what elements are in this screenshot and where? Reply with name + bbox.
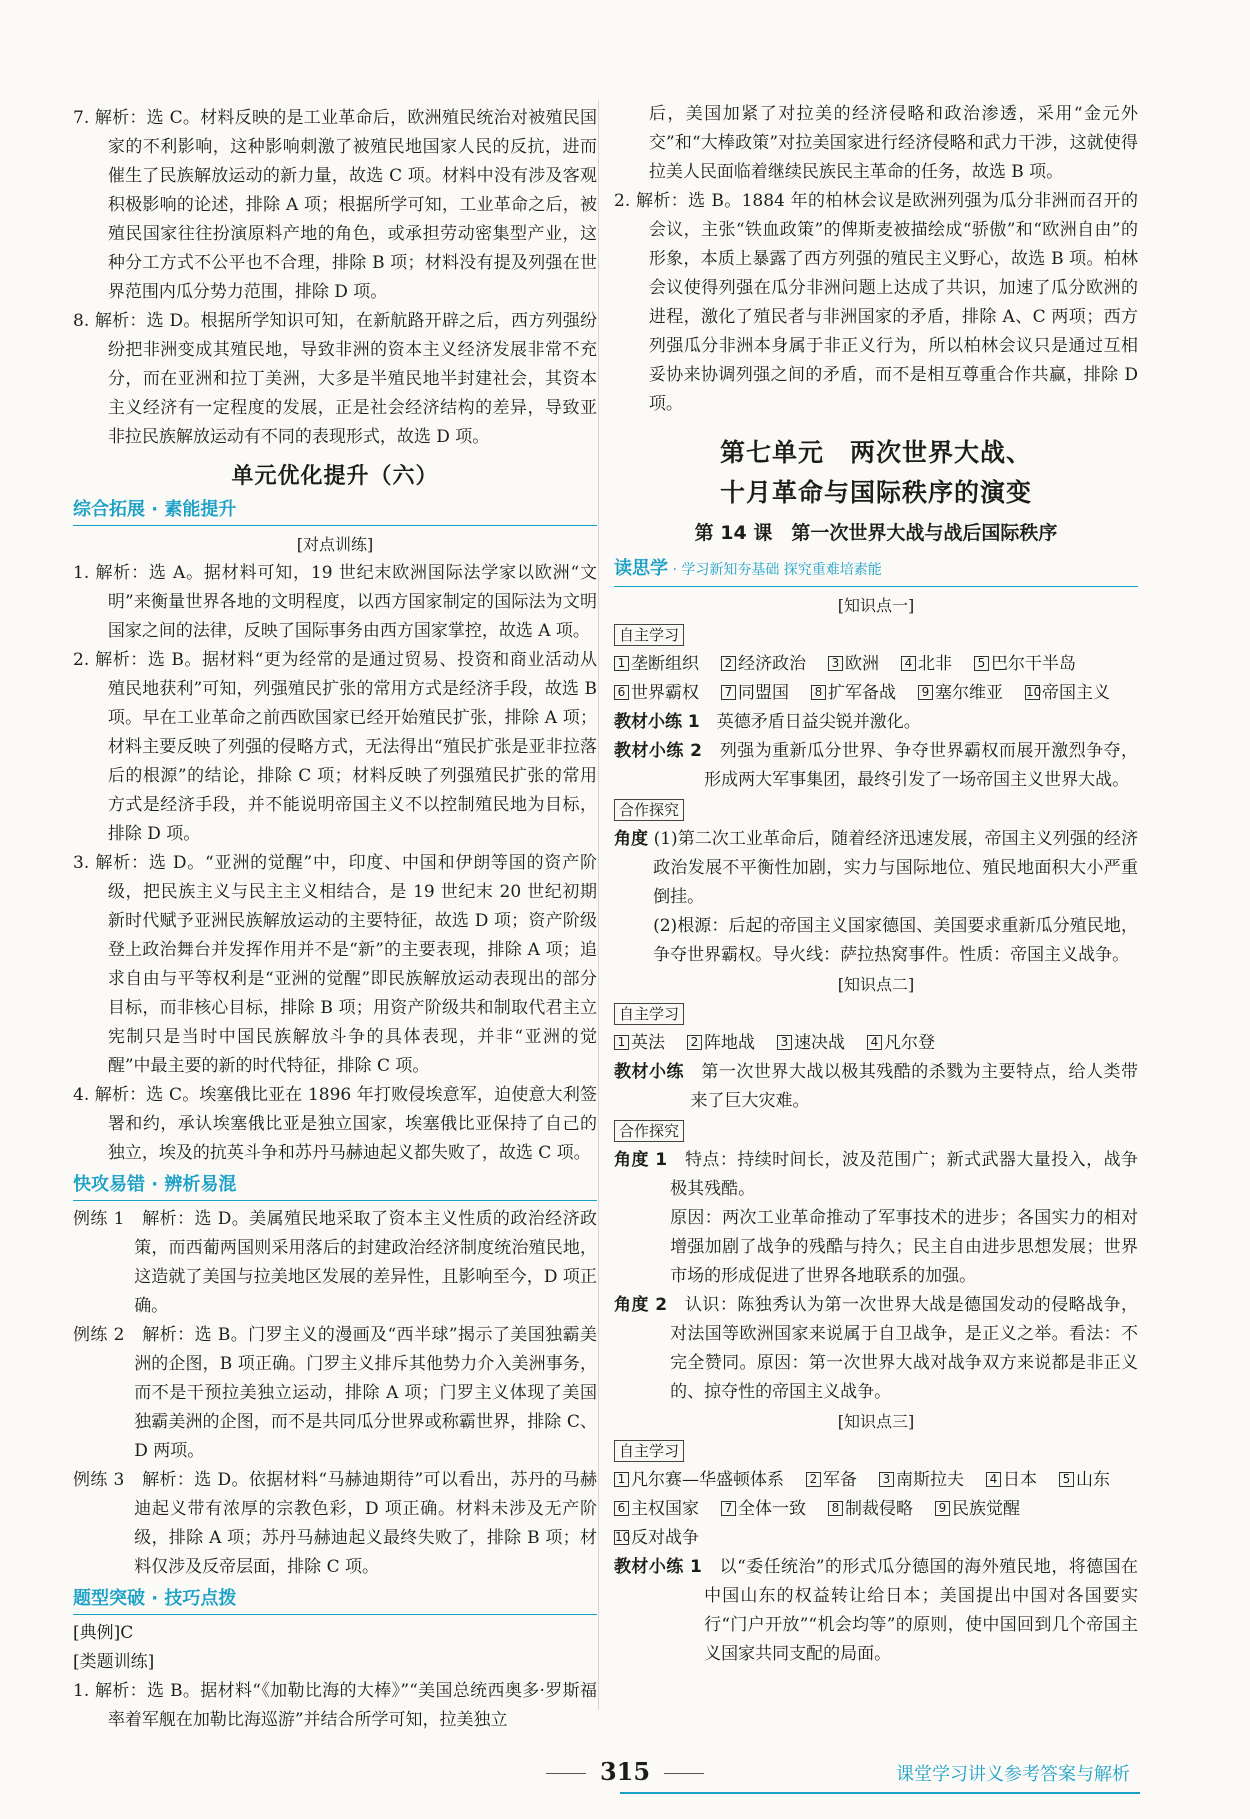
kp1-item: 4 北非 [901, 650, 952, 679]
lesson-title: 第 14 课 第一次世界大战与战后国际秩序 [694, 522, 1058, 544]
drill-answer-4: 4. 解析：选 C。埃塞俄比亚在 1896 年打败侵埃意军，迫使意大利签署和约，承认埃塞俄比亚是独立国家，埃塞俄比亚保持了自己的独立，埃及的抗英斗争和苏丹马赫迪起义都失败了，故选 C 项。 [73, 1085, 597, 1163]
column-divider [598, 100, 599, 1710]
kp3-item: 4 日本 [986, 1466, 1037, 1495]
kp3-item: 8 制裁侵略 [828, 1495, 913, 1524]
kp1-item: 10帝国主义 [1026, 683, 1110, 703]
similar-training-label: [类题训练] [73, 1652, 155, 1672]
drill-answer-2: 2. 解析：选 B。据材料“更为经常的是通过贸易、投资和商业活动从殖民地获利”可知，列强殖民扩张的常用方式是经济手段，故选 B 项。早在工业革命之前西欧国家已经开始殖民扩张，排除 A 项；材料主要反映了列强的侵略方式，无法得出“殖民扩张是亚非拉落后的根源”的结论，排除 C 项；材料反映了列强殖民扩张的常用方式是经济手段，并不能说明帝国主义不以控制殖民地为目标，排除 D 项。 [73, 650, 597, 844]
kp1-item: 3 欧洲 [828, 650, 879, 679]
left-column [73, 104, 597, 1735]
kp1-item: 2 经济政治 [721, 650, 806, 679]
kp3-item: 9 民族觉醒 [935, 1495, 1020, 1524]
kp3-item: 3 南斯拉夫 [879, 1466, 964, 1495]
section-heading-expand: 综合拓展 · 素能提升 [73, 495, 597, 526]
answer-7: 7. 解析：选 C。材料反映的是工业革命后，欧洲殖民统治对被殖民国家的不利影响，这种影响刺激了被殖民地国家人民的反抗，进而催生了民族解放运动的新力量，故选 C 项。材料中没有涉及客观积极影响的论述，排除 A 项；根据所学可知，工业革命之后，被殖民国家往往扮演原料产地的角色，或承担劳动密集型产业，这种分工方式不公平也不合理，排除 B 项；材料没有提及列强在世界范围内瓜分势力范围，排除 D 项。 [73, 108, 597, 302]
cooperation-label-1: 合作探究 [614, 799, 684, 821]
unit-title-line-2: 十月革命与国际秩序的演变 [719, 478, 1032, 507]
kp1-item: 6 世界霸权 [614, 679, 699, 708]
kp2-item: 1 英法 [614, 1029, 665, 1058]
read-think-subtitle: · 学习新知夯基础 探究重难培素能 [668, 562, 882, 578]
section-heading-read-think [614, 554, 1138, 587]
kp3-item: 10反对战争 [615, 1528, 699, 1548]
kp1-item: 5 巴尔干半岛 [974, 650, 1076, 679]
unit-seven-title [614, 433, 1138, 513]
knowledge-point-2: [知识点二] [837, 975, 915, 994]
knowledge-point-3: [知识点三] [837, 1412, 915, 1431]
kp3-item: 5 山东 [1059, 1466, 1110, 1495]
answer-8: 8. 解析：选 D。根据所学知识可知，在新航路开辟之后，西方列强纷纷把非洲变成其殖民地，导致非洲的资本主义经济发展非常不充分，而在亚洲和拉丁美洲，大多是半殖民地半封建社会，其资本主义经济有一定程度的发展，正是社会经济结构的差异，导致亚非拉民族解放运动有不同的表现形式，故选 D 项。 [73, 311, 597, 447]
example-2: 例练 2 解析：选 B。门罗主义的漫画及“西半球”揭示了美国独霸美洲的企图，B 项正确。门罗主义排斥其他势力介入美洲事务，而不是干预拉美独立运动，排除 A 项；门罗主义体现了美国独霸美洲的企图，而不是共同瓜分世界或称霸世界，排除 C、D 两项。 [73, 1325, 597, 1461]
page-number: 315 [0, 1757, 1250, 1786]
self-study-label-1: 自主学习 [614, 624, 684, 646]
drill-answer-1: 1. 解析：选 A。据材料可知，19 世纪末欧洲国际法学家以欧洲“文明”来衡量世界各地的文明程度，以西方国家制定的国际法为文明国家之间的法律，反映了国际事务由西方国家掌控，故选 A 项。 [73, 563, 597, 641]
drill-label: [对点训练] [296, 535, 374, 554]
unit-heading: 单元优化提升（六） [231, 464, 439, 489]
kp1-item: 1 垄断组织 [614, 650, 699, 679]
kp1-item: 8 扩军备战 [811, 679, 896, 708]
cooperation-label-2: 合作探究 [614, 1120, 684, 1142]
footer-title: 课堂学习讲义参考答案与解析 [896, 1764, 1130, 1785]
kp2-angle-2: 角度 2 认识：陈独秀认为第一次世界大战是德国发动的侵略战争，对法国等欧洲国家来说属于自卫战争，是正义之举。看法：不完全赞同。原因：第一次世界大战对战争双方来说都是非正义的、掠夺性的帝国主义战争。 [614, 1295, 1139, 1402]
knowledge-point-1: [知识点一] [837, 596, 915, 615]
self-study-label-2: 自主学习 [614, 1003, 684, 1025]
kp2-practice: 教材小练 第一次世界大战以极其残酷的杀戮为主要特点，给人类带来了巨大灾难。 [614, 1062, 1139, 1111]
example-1: 例练 1 解析：选 D。美属殖民地采取了资本主义性质的政治经济政策，而西葡两国则采用落后的封建政治经济制度统治殖民地，这造就了美国与拉美地区发展的差异性，且影响至今，D 项正确。 [73, 1209, 597, 1316]
kp2-angle-1: 角度 1 特点：持续时间长，波及范围广；新式武器大量投入，战争极其残酷。 [614, 1150, 1139, 1199]
typical-example-label: [典例] [73, 1623, 121, 1643]
kp3-practice: 教材小练 1 以“委任统治”的形式瓜分德国的海外殖民地，将德国在中国山东的权益转让给日本；美国提出中国对各国要实行“门户开放”“机会均等”的原则，使中国回到几个帝国主义国家共同支配的局面。 [614, 1557, 1139, 1664]
kp3-item: 1 凡尔赛—华盛顿体系 [614, 1466, 784, 1495]
answer-continued: 后，美国加紧了对拉美的经济侵略和政治渗透，采用“金元外交”和“大棒政策”对拉美国家进行经济侵略和武力干涉，这就使得拉美人民面临着继续民族民主革命的任务，故选 B 项。 [648, 104, 1138, 182]
kp1-practice-1: 教材小练 1 英德矛盾日益尖锐并激化。 [614, 712, 921, 732]
kp3-answers [614, 1466, 1138, 1553]
kp1-practice-2: 教材小练 2 列强为重新瓜分世界、争夺世界霸权而展开激烈争夺，形成两大军事集团，最终引发了一场帝国主义世界大战。 [614, 741, 1139, 790]
kp1-angle-2: (2)根源：后起的帝国主义国家德国、美国要求重新瓜分殖民地，争夺世界霸权。导火线：萨拉热窝事件。性质：帝国主义战争。 [653, 916, 1138, 965]
kp1-item: 9 塞尔维亚 [918, 679, 1003, 708]
right-column [614, 100, 1138, 1669]
kp1-answers [614, 650, 1138, 708]
kp3-item: 2 军备 [806, 1466, 857, 1495]
typical-example-answer: C [120, 1623, 134, 1643]
footer-rule [620, 1792, 1140, 1794]
kp1-item: 7 同盟国 [721, 679, 789, 708]
section-heading-errors: 快攻易错 · 辨析易混 [73, 1170, 597, 1201]
kp1-angle-1: 角度 (1)第二次工业革命后，随着经济迅速发展，帝国主义列强的经济政治发展不平衡性加剧，实力与国际地位、殖民地面积大小严重倒挂。 [614, 829, 1139, 907]
typical-example [73, 1619, 597, 1648]
kp2-item: 2 阵地战 [687, 1029, 755, 1058]
kp2-angle-1-reason: 原因：两次工业革命推动了军事技术的进步；各国实力的相对增强加剧了战争的残酷与持久；民主自由进步思想发展；世界市场的形成促进了世界各地联系的加强。 [670, 1208, 1138, 1286]
unit-title-line-1: 第七单元 两次世界大战、 [719, 438, 1032, 467]
section-heading-techniques: 题型突破 · 技巧点拨 [73, 1584, 597, 1615]
kp3-item: 6 主权国家 [614, 1495, 699, 1524]
self-study-label-3: 自主学习 [614, 1440, 684, 1462]
kp2-item: 3 速决战 [777, 1029, 845, 1058]
kp2-item: 4 凡尔登 [867, 1029, 935, 1058]
read-think-label: 读思学 [614, 558, 668, 579]
drill-answer-3: 3. 解析：选 D。“亚洲的觉醒”中，印度、中国和伊朗等国的资产阶级，把民族主义与民主主义相结合，是 19 世纪末 20 世纪初期新时代赋予亚洲民族解放运动的主要特征，故选 D 项；资产阶级登上政治舞台并发挥作用并不是“新”的主要表现，排除 A 项；追求自由与平等权利是“亚洲的觉醒”即民族解放运动表现出的部分目标，而非核心目标，排除 B 项；用资产阶级共和制取代君主立宪制只是当时中国民族解放斗争的具体表现，并非“亚洲的觉醒”中最主要的新的时代特征，排除 C 项。 [73, 853, 597, 1076]
kp3-item: 7 全体一致 [721, 1495, 806, 1524]
example-3: 例练 3 解析：选 D。依据材料“马赫迪期待”可以看出，苏丹的马赫迪起义带有浓厚的宗教色彩，D 项正确。材料未涉及无产阶级，排除 A 项；苏丹马赫迪起义最终失败了，排除 B 项；材料仅涉及反帝层面，排除 C 项。 [73, 1470, 597, 1577]
answer-2-right: 2. 解析：选 B。1884 年的柏林会议是欧洲列强为瓜分非洲而召开的会议，主张“铁血政策”的俾斯麦被描绘成“骄傲”和“欧洲自由”的形象，本质上暴露了西方列强的殖民主义野心，故选 B 项。柏林会议使得列强在瓜分非洲问题上达成了共识，加速了瓜分欧洲的进程，激化了殖民者与非洲国家的矛盾，排除 A、C 两项；西方列强瓜分非洲本身属于非正义行为，所以柏林会议只是通过互相妥协来协调列强之间的矛盾，而不是相互尊重合作共赢，排除 D 项。 [614, 191, 1138, 414]
similar-answer-1: 1. 解析：选 B。据材料“《加勒比海的大棒》”“美国总统西奥多·罗斯福率着军舰在加勒比海巡游”并结合所学可知，拉美独立 [73, 1681, 597, 1730]
kp2-answers [614, 1029, 1138, 1058]
